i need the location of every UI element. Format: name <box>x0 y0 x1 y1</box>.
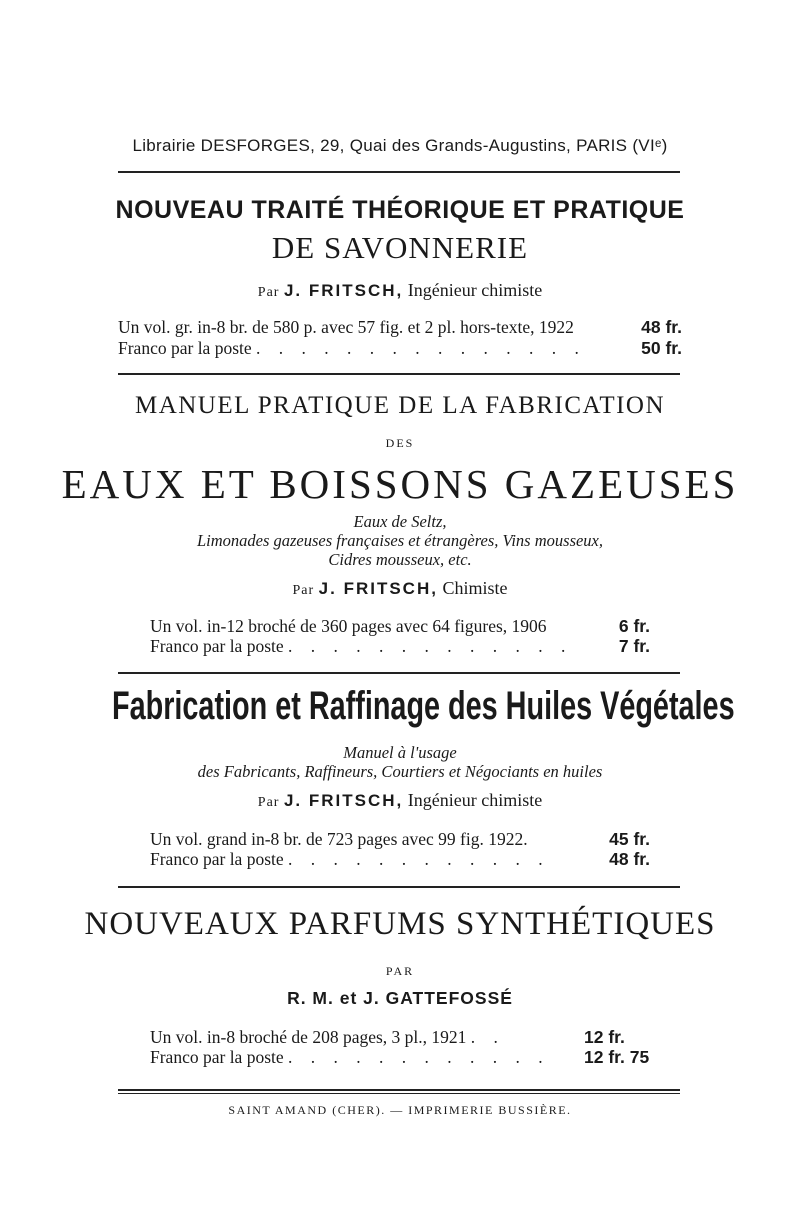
book3-by: Par <box>257 795 280 810</box>
book1-title: NOUVEAU TRAITÉ THÉORIQUE ET PRATIQUE <box>115 196 685 224</box>
book2-volume-info: Un vol. in-12 broché de 360 pages avec 64 figures, 1906 <box>150 616 547 636</box>
book2-by: Par <box>292 583 315 598</box>
book4-connector: PAR <box>385 964 415 978</box>
book3-volume-info: Un vol. grand in-8 br. de 723 pages avec 99 fig. 1922. <box>150 829 528 849</box>
book2-desc-3: Cidres mousseux, etc. <box>328 550 472 569</box>
book2-title: MANUEL PRATIQUE DE LA FABRICATION <box>134 392 666 419</box>
book4-volume-text: Un vol. in-8 broché de 208 pages, 3 pl., 1921 <box>150 1027 467 1047</box>
book3-byline <box>0 790 800 811</box>
book4-title: NOUVEAUX PARFUMS SYNTHÉTIQUES <box>84 906 716 942</box>
book4-author: R. M. et J. GATTEFOSSÉ <box>287 988 513 1008</box>
book1-author: J. FRITSCH, <box>283 281 404 300</box>
book2-franco-dots: . . . . . . . . . . . . . <box>288 636 573 656</box>
book3-author: J. FRITSCH, <box>283 791 404 810</box>
book2-price: 6 fr. <box>618 616 650 636</box>
book2-desc-2: Limonades gazeuses françaises et étrangères, Vins mousseux, <box>196 531 604 550</box>
book4-volume-dots: . . <box>470 1027 505 1047</box>
book3-title: Fabrication et Raffinage des Huiles Végétales <box>112 684 735 728</box>
book2-connector: DES <box>385 436 415 450</box>
book1-franco-dots: . . . . . . . . . . . . . . . <box>256 338 586 358</box>
book4-franco <box>150 1047 550 1068</box>
book1-byline <box>0 280 800 301</box>
book2-author: J. FRITSCH, <box>318 579 438 598</box>
printer-footer: SAINT AMAND (CHER). — IMPRIMERIE BUSSIÈRE. <box>228 1103 572 1117</box>
book2-franco-label: Franco par la poste <box>150 636 284 656</box>
footer-rule-bottom <box>118 1093 680 1094</box>
book1-franco-label: Franco par la poste <box>118 338 252 358</box>
book1-role: Ingénieur chimiste <box>407 280 543 300</box>
book2-byline <box>0 578 800 599</box>
book1-franco-price: 50 fr. <box>641 338 682 358</box>
book2-subtitle: EAUX ET BOISSONS GAZEUSES <box>61 461 739 507</box>
book1-by: Par <box>257 285 280 300</box>
book1-volume-info: Un vol. gr. in-8 br. de 580 p. avec 57 fig. et 2 pl. hors-texte, 1922 <box>118 317 574 337</box>
book3-rule <box>118 886 680 888</box>
book1-franco <box>118 338 586 359</box>
book4-price: 12 fr. <box>584 1027 625 1047</box>
book3-franco-label: Franco par la poste <box>150 849 284 869</box>
book4-franco-dots: . . . . . . . . . . . . <box>288 1047 550 1067</box>
book2-desc-1: Eaux de Seltz, <box>353 512 447 531</box>
book4-volume-info <box>150 1027 505 1048</box>
book4-franco-label: Franco par la poste <box>150 1047 284 1067</box>
book3-desc-1: Manuel à l'usage <box>343 743 457 762</box>
footer-rule-top <box>118 1089 680 1091</box>
book1-rule <box>118 373 680 375</box>
publisher-header: Librairie DESFORGES, 29, Quai des Grands-Augustins, PARIS (VIᵉ) <box>132 136 668 155</box>
book3-franco-dots: . . . . . . . . . . . . <box>288 849 550 869</box>
book3-franco <box>150 849 550 870</box>
book4-franco-price: 12 fr. 75 <box>584 1047 650 1067</box>
book2-franco-price: 7 fr. <box>618 636 650 656</box>
book3-desc-2: des Fabricants, Raffineurs, Courtiers et Négociants en huiles <box>197 762 603 781</box>
book1-price: 48 fr. <box>641 317 682 337</box>
book2-role: Chimiste <box>442 578 508 598</box>
book3-role: Ingénieur chimiste <box>407 790 543 810</box>
book2-franco <box>150 636 572 657</box>
book1-subtitle: DE SAVONNERIE <box>271 230 529 265</box>
book3-price: 45 fr. <box>609 829 650 849</box>
book2-rule <box>118 672 680 674</box>
book3-franco-price: 48 fr. <box>609 849 650 869</box>
header-rule <box>118 171 680 173</box>
